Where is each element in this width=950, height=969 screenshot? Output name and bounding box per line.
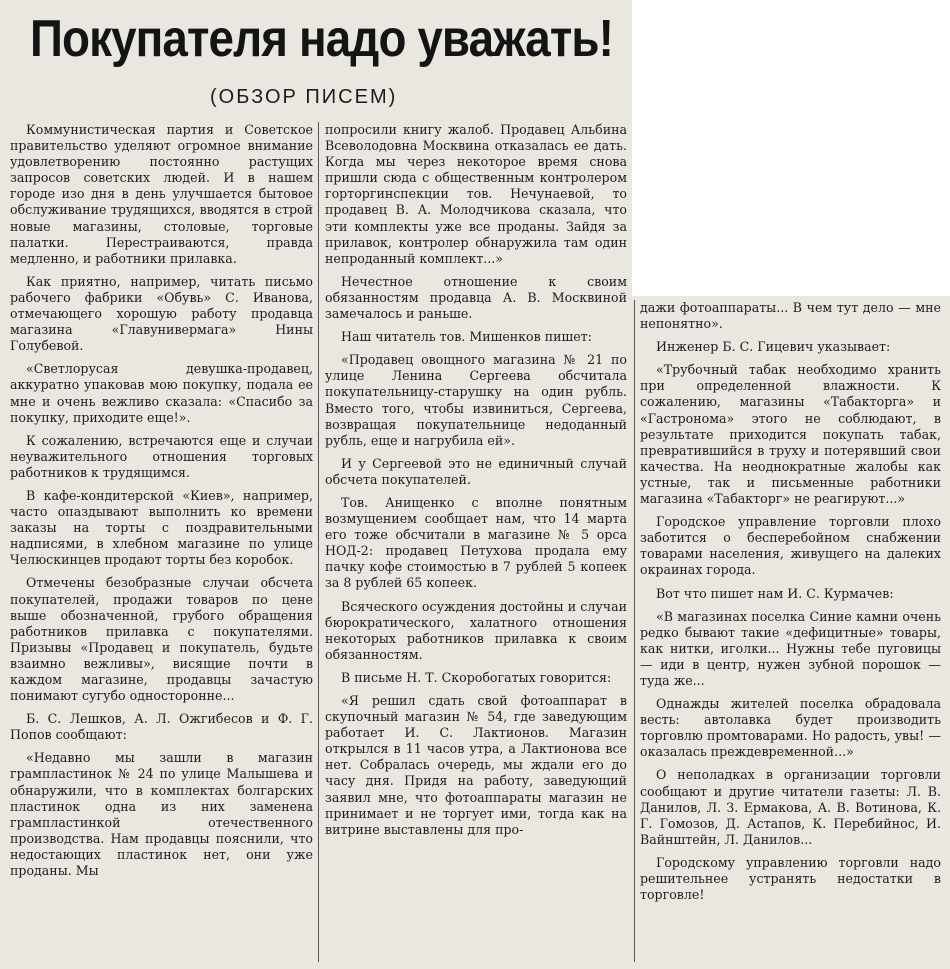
paragraph: Городское управление торговли плохо заботится о бесперебойном снабжении товарами населения, живущего на далеких окраинах города. [640, 514, 941, 578]
paragraph: Однажды жителей поселка обрадовала весть: автолавка будет производить торговлю промтоварами. Но радость, увы! — оказалась преждевременной...» [640, 696, 941, 760]
paragraph: «Я решил сдать свой фотоаппарат в скупочный магазин № 54, где заведующим работает И. С. Лактионов. Магазин открылся в 11 часов утра, а Лактионова все нет. Собралась очередь, мы ждали его до часу дня. Придя на работу, заведующий заявил мне, что фотоаппараты магазин не принимает и не торгует ими, тогда как на витрине выставлены для про- [325, 693, 627, 837]
article-headline: Покупателя надо уважать! [30, 10, 613, 68]
paragraph: Вот что пишет нам И. С. Курмачев: [656, 585, 894, 601]
paragraph: В кафе-кондитерской «Киев», например, часто опаздывают выполнить ко времени заказы на торты с поздравительными надписями, в хлебном магазине по улице Челюскинцев продают торты без коробок. [10, 487, 313, 568]
paragraph: дажи фотоаппараты... В чем тут дело — мне непонятно». [640, 300, 941, 332]
paragraph: Отмечены безобразные случаи обсчета покупателей, продажи товаров по цене выше обозначенной, грубого обращения работников прилавка с покупателями. Призывы «Продавец и покупатель, будьте взаимно вежливы», висящие почти в каждом магазине, продавцы зачастую понимают сугубо односторонне... [10, 575, 313, 704]
paragraph: Инженер Б. С. Гицевич указывает: [656, 339, 891, 355]
article-column-1 [10, 122, 313, 969]
column-divider [634, 300, 635, 962]
paragraph: Коммунистическая партия и Советское правительство уделяют огромное внимание удовлетворению постоянно растущих запросов советских людей. И в нашем городе изо дня в день улучшается бытовое обслуживание трудящихся, вводятся в строй новые магазины, столовые, торговые палатки. Перестраиваются, правда медленно, и работники прилавка. [10, 122, 313, 266]
article-column-3 [640, 300, 941, 969]
paragraph: К сожалению, встречаются еще и случаи неуважительного отношения торговых работников к трудящимся. [10, 432, 313, 480]
paragraph: Городскому управлению торговли надо решительнее устранять недостатки в торговле! [640, 854, 941, 903]
paragraph: «Недавно мы зашли в магазин грампластинок № 24 по улице Малышева и обнаружили, что в комплектах болгарских пластинок одна из них заменена грампластинкой отечественного производства. Нам продавцы пояснили, что недостающих пластинок нет, они уже проданы. Мы [10, 750, 313, 879]
column-divider [318, 122, 319, 962]
paragraph: В письме Н. Т. Скоробогатых говорится: [341, 669, 612, 685]
paragraph: «Трубочный табак необходимо хранить при определенной влажности. К сожалению, магазины «Табакторга» и «Гастронома» этого не соблюдают, в результате приходится покупать табак, превратившийся в труху и потерявший свои качества. На неоднократные жалобы как устные, так и письменные работники магазина «Табакторг» не реагируют...» [640, 362, 941, 507]
paragraph: «Светлорусая девушка-продавец, аккуратно упаковав мою покупку, подала ее мне и очень вежливо сказала: «Спасибо за покупку, приходите еще!». [10, 361, 313, 425]
paragraph: Тов. Анищенко с вполне понятным возмущением сообщает нам, что 14 марта его тоже обсчитали в магазине № 5 орса НОД-2: продавец Петухова продала ему пачку кофе стоимостью в 7 рублей 5 копеек за 8 рублей 65 копеек. [325, 494, 627, 591]
paragraph: Всяческого осуждения достойны и случаи бюрократического, халатного отношения некоторых работников прилавка к своим обязанностям. [325, 598, 627, 662]
article-column-2 [325, 122, 627, 969]
paragraph: попросили книгу жалоб. Продавец Альбина Всеволодовна Москвина отказалась ее дать. Когда мы через некоторое время снова пришли сюда с общественным контролером горторгинспекции тов. Нечунаевой, то продавец В. А. Молодчикова сказала, что эти комплекты уже все проданы. Зайдя за прилавок, контролер обнаружила там один непроданный комплект...» [325, 122, 627, 266]
article-subheading: (ОБЗОР ПИСЕМ) [210, 86, 398, 108]
paragraph: «В магазинах поселка Синие камни очень редко бывают такие «дефицитные» товары, как нитки, иголки... Нужны тебе пуговицы — иди в центр, нужен зубной порошок — туда же... [640, 608, 941, 688]
paragraph: Б. С. Лешков, А. Л. Ожгибесов и Ф. Г. Попов сообщают: [10, 711, 313, 743]
paragraph: И у Сергеевой это не единичный случай обсчета покупателей. [325, 455, 627, 487]
paragraph: «Продавец овощного магазина № 21 по улице Ленина Сергеева обсчитала покупательницу-старушку на один рубль. Вместо того, чтобы извиниться, Сергеева, возвращая покупательнице недоданный рубль, еще и нагрубила ей». [325, 352, 627, 448]
paragraph: Нечестное отношение к своим обязанностям продавца А. В. Москвиной замечалось и раньше. [325, 273, 627, 322]
paragraph: Как приятно, например, читать письмо рабочего фабрики «Обувь» С. Иванова, отмечающего хорошую работу продавца магазина «Главунивермага» Нины Голубевой. [10, 273, 313, 354]
paragraph: О неполадках в организации торговли сообщают и другие читатели газеты: Л. В. Данилов, Л. З. Ермакова, А. В. Вотинова, К. Г. Гомозов, Д. Астапов, К. Перебийнос, И. Вайнштейн, Л. Данилов... [640, 767, 941, 847]
paragraph: Наш читатель тов. Мишенков пишет: [341, 329, 592, 345]
